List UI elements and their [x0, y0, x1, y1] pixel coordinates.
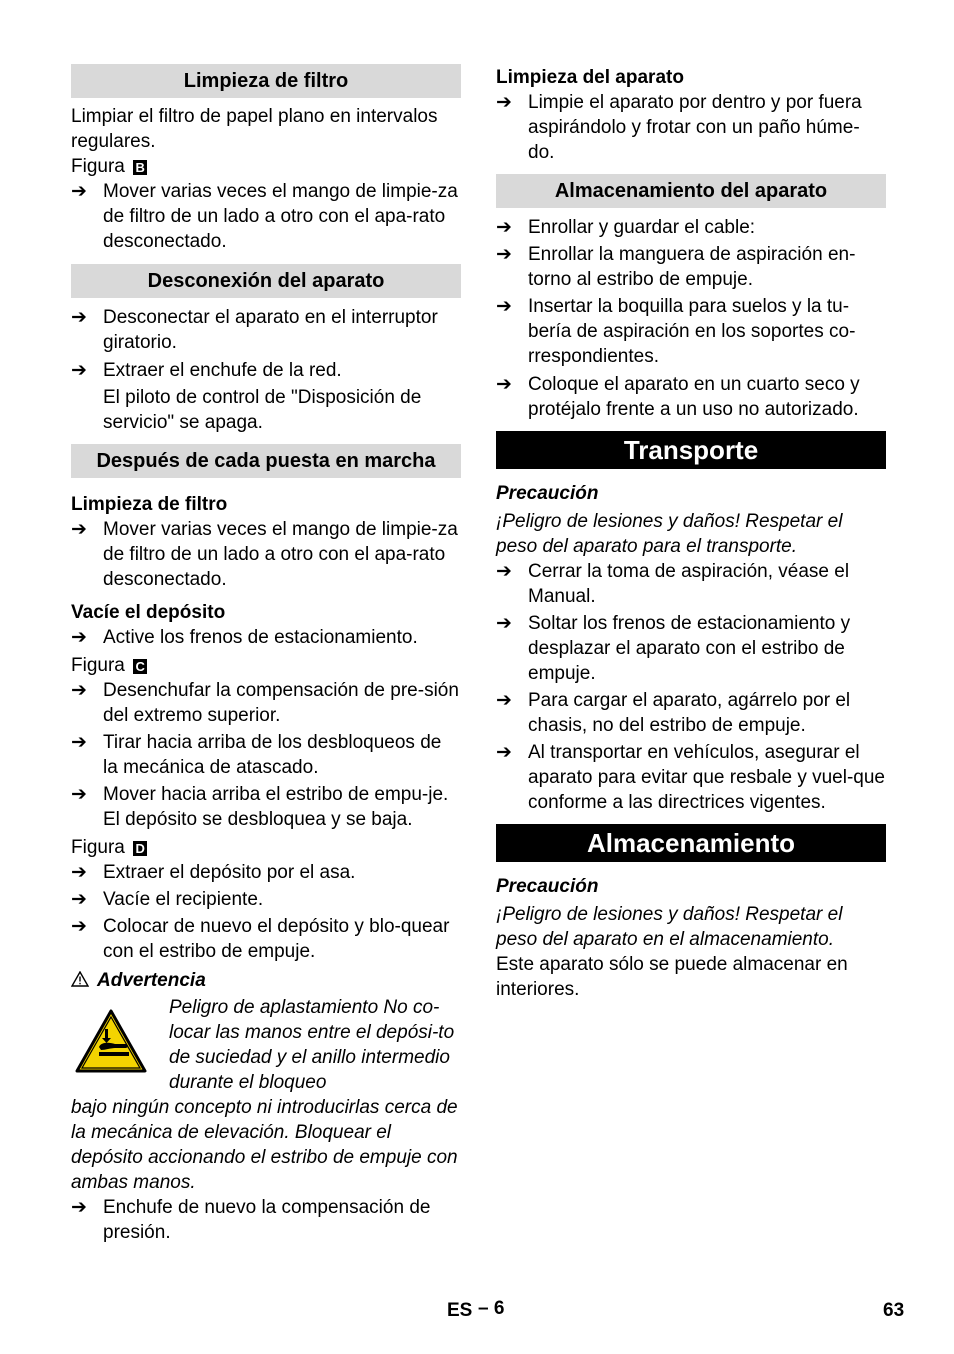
- storage-paragraph: Este aparato sólo se puede almacenar en interiores.: [496, 954, 848, 1000]
- arrow-right-icon: ➔: [71, 889, 87, 910]
- arrow-right-icon: ➔: [71, 862, 87, 883]
- list-item: ➔ Mover varias veces el mango de limpie-za de filtro de un lado a otro con el apa-rato desconectado.: [71, 181, 458, 252]
- footer-language: ES: [447, 1300, 473, 1321]
- footer-section-number: – 6: [478, 1298, 505, 1319]
- heading-transporte: Transporte: [496, 431, 886, 469]
- subheading-vacie: Vacíe el depósito: [71, 602, 226, 623]
- arrow-right-icon: ➔: [496, 92, 512, 113]
- arrow-right-icon: ➔: [71, 784, 87, 805]
- subheading-limpieza: Limpieza de filtro: [71, 494, 228, 515]
- list-item: ➔ Vacíe el recipiente.: [71, 889, 264, 910]
- heading-desconexion: Desconexión del aparato: [71, 264, 461, 298]
- arrow-right-icon: ➔: [496, 296, 512, 317]
- list-item: ➔ Insertar la boquilla para suelos y la tu-bería de aspiración en los soportes co-rrespondientes.: [496, 296, 856, 367]
- heading-limpieza-filtro: Limpieza de filtro: [71, 64, 461, 98]
- list-item: ➔ Cerrar la toma de aspiración, véase el Manual.: [496, 561, 850, 607]
- figure-letter-d: D: [133, 841, 147, 856]
- list-item: ➔ Enrollar y guardar el cable:: [496, 217, 756, 238]
- figure-ref-c: Figura C: [71, 653, 461, 678]
- arrow-right-icon: ➔: [71, 360, 87, 381]
- arrow-right-icon: ➔: [71, 627, 87, 648]
- warning-triangle-icon: [71, 968, 97, 993]
- hand-crush-hazard-icon: [75, 1009, 147, 1073]
- heading-almacenamiento-aparato: Almacenamiento del aparato: [496, 174, 886, 208]
- footer-page-number: 63: [883, 1300, 905, 1321]
- arrow-right-icon: ➔: [496, 690, 512, 711]
- list-item: ➔ Limpie el aparato por dentro y por fuera aspirándolo y frotar con un paño húme-do.: [496, 92, 862, 163]
- list-item: ➔ Extraer el enchufe de la red.: [71, 360, 342, 381]
- list-item: ➔ Enchufe de nuevo la compensación de presión.: [71, 1197, 431, 1243]
- left-column: [71, 64, 461, 1245]
- heading-almacenamiento: Almacenamiento: [496, 824, 886, 862]
- list-item: ➔ Extraer el depósito por el asa.: [71, 862, 356, 883]
- list-item: ➔ Desconectar el aparato en el interruptor giratorio.: [71, 307, 438, 353]
- figure-letter-c: C: [133, 659, 147, 674]
- arrow-right-icon: ➔: [71, 732, 87, 753]
- list-item: ➔ Coloque el aparato en un cuarto seco y protéjalo frente a un uso no autorizado.: [496, 374, 860, 420]
- heading-despues: Después de cada puesta en marcha: [71, 444, 461, 478]
- warning-text-wrapped: Peligro de aplastamiento No co-locar las manos entre el depósi-to de suciedad y el anillo intermedio durante el bloqueo: [169, 997, 455, 1093]
- arrow-right-icon: ➔: [71, 181, 87, 202]
- arrow-right-icon: ➔: [496, 613, 512, 634]
- arrow-right-icon: ➔: [496, 244, 512, 265]
- arrow-right-icon: ➔: [71, 680, 87, 701]
- list-item: ➔ Colocar de nuevo el depósito y blo-quear con el estribo de empuje.: [71, 916, 450, 962]
- caution-text: ¡Peligro de lesiones y daños! Respetar el peso del aparato en el almacenamiento.: [496, 904, 843, 950]
- arrow-right-icon: ➔: [496, 374, 512, 395]
- list-item: ➔ Tirar hacia arriba de los desbloqueos de la mecánica de atascado.: [71, 732, 442, 778]
- right-column: [496, 65, 886, 1002]
- list-item: ➔ Enrollar la manguera de aspiración en-torno al estribo de empuje.: [496, 244, 856, 290]
- warning-title: Advertencia: [71, 968, 461, 993]
- arrow-right-icon: ➔: [71, 916, 87, 937]
- list-item: ➔ Desenchufar la compensación de pre-sión del extremo superior.: [71, 680, 459, 726]
- list-item-continuation: El piloto de control de "Disposición de servicio" se apaga.: [103, 387, 422, 433]
- caution-title: Precaución: [496, 483, 599, 504]
- figure-ref-b: Figura B: [71, 154, 461, 179]
- list-item: ➔ Active los frenos de estacionamiento.: [71, 627, 418, 648]
- subheading-limpieza-aparato: Limpieza del aparato: [496, 67, 684, 88]
- limpieza-paragraph: Limpiar el filtro de papel plano en intervalos regulares.: [71, 106, 438, 152]
- list-item: ➔ Mover hacia arriba el estribo de empu-je. El depósito se desbloquea y se baja.: [71, 784, 449, 830]
- arrow-right-icon: ➔: [496, 742, 512, 763]
- list-item: ➔ Soltar los frenos de estacionamiento y desplazar el aparato con el estribo de empuje.: [496, 613, 851, 684]
- arrow-right-icon: ➔: [496, 217, 512, 238]
- arrow-right-icon: ➔: [71, 307, 87, 328]
- caution-text: ¡Peligro de lesiones y daños! Respetar el peso del aparato para el transporte.: [496, 511, 843, 557]
- list-item: ➔ Mover varias veces el mango de limpie-za de filtro de un lado a otro con el apa-rato desconectado.: [71, 519, 458, 590]
- list-item: ➔ Para cargar el aparato, agárrelo por el chasis, no del estribo de empuje.: [496, 690, 851, 736]
- arrow-right-icon: ➔: [496, 561, 512, 582]
- caution-title: Precaución: [496, 876, 599, 897]
- arrow-right-icon: ➔: [71, 1197, 87, 1218]
- warning-block: [71, 995, 461, 1195]
- figure-letter-b: B: [133, 160, 147, 175]
- warning-text-full: bajo ningún concepto ni introducirlas cerca de la mecánica de elevación. Bloquear el depósito accionando el estribo de empuje con ambas manos.: [71, 1097, 458, 1193]
- arrow-right-icon: ➔: [71, 519, 87, 540]
- figure-ref-d: Figura D: [71, 835, 461, 860]
- list-item: ➔ Al transportar en vehículos, asegurar el aparato para evitar que resbale y vuel-que conforme a las directrices vigentes.: [496, 742, 886, 813]
